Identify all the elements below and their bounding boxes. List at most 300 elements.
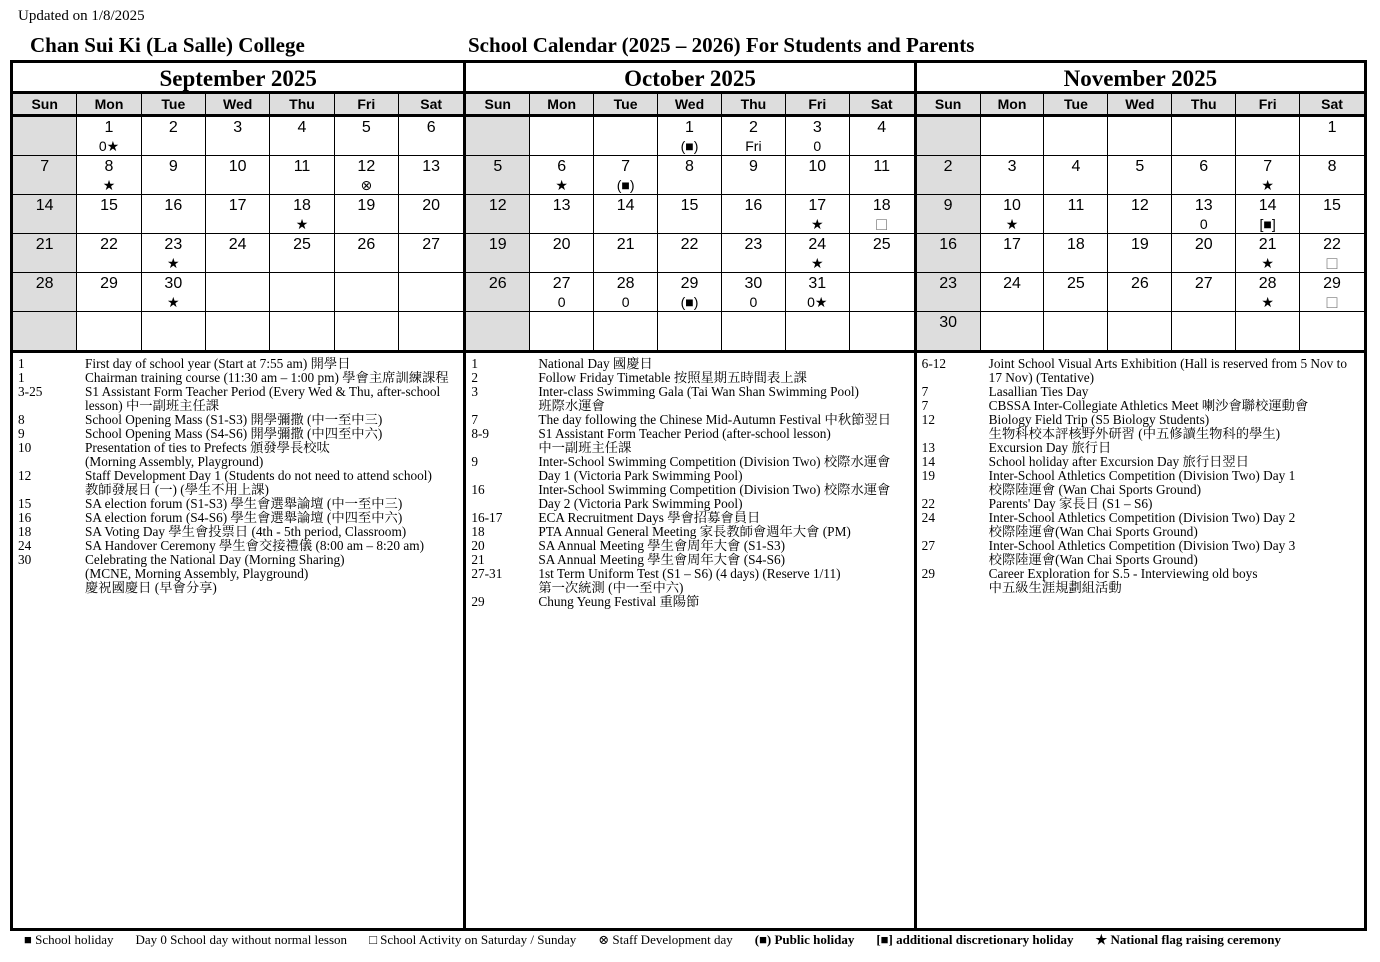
day-number: 26 [357, 236, 376, 253]
day-number: 17 [228, 197, 247, 214]
day-marker: (■) [680, 294, 699, 310]
event-date: 19 [921, 468, 935, 483]
day-number: 3 [1007, 158, 1017, 175]
day-number: 8 [685, 158, 694, 175]
day-number: 21 [616, 236, 635, 253]
day-cell [399, 195, 463, 234]
day-number: 22 [1323, 236, 1341, 253]
day-cell [335, 273, 399, 312]
day-number: 13 [552, 197, 571, 214]
weekday-label: Wed [206, 94, 270, 117]
event-item [471, 427, 909, 455]
day-cell [77, 234, 141, 273]
event-item [922, 455, 1360, 469]
day-cell [1044, 195, 1108, 234]
event-text: 1st Term Uniform Test (S1 – S6) (4 days) (Reserve 1/11) 第一次統測 (中一至中六) [538, 566, 841, 595]
event-item [922, 469, 1360, 497]
day-cell [786, 234, 850, 273]
event-text: SA Handover Ceremony 學生會交接禮儀 (8:00 am – 8:20 am) [85, 538, 425, 553]
day-marker: Fri [745, 138, 762, 154]
day-number [206, 314, 269, 332]
day-number: 5 [1135, 158, 1145, 175]
weekday-label: Thu [722, 94, 786, 117]
event-item [18, 469, 459, 497]
weekday-label: Mon [530, 94, 594, 117]
event-text: Staff Development Day 1 (Students do not need to attend school) 教師發展日 (一) (學生不用上課) [85, 468, 432, 497]
day-cell [722, 312, 786, 351]
event-date: 18 [471, 524, 485, 539]
day-cell [466, 156, 530, 195]
day-cell [594, 156, 658, 195]
day-number [530, 314, 593, 332]
day-cell [77, 156, 141, 195]
day-number: 23 [744, 236, 763, 253]
day-number: 15 [100, 197, 118, 214]
day-number [77, 314, 140, 332]
legend-item: [■] additional discretionary holiday [876, 932, 1074, 947]
day-number [1172, 314, 1235, 332]
weekday-label: Fri [786, 94, 850, 117]
day-cell [850, 117, 914, 156]
day-cell [1300, 117, 1364, 156]
day-number: 29 [1323, 275, 1341, 292]
day-number: 30 [164, 275, 183, 292]
event-text: SA Voting Day 學生會投票日 (4th - 5th period, Classroom) [85, 524, 407, 539]
weekday-label: Mon [981, 94, 1045, 117]
day-number: 11 [873, 158, 891, 175]
day-number: 29 [680, 275, 699, 292]
day-marker: □ [1326, 292, 1338, 312]
day-number [786, 314, 849, 332]
event-item [922, 511, 1360, 539]
day-cell [594, 234, 658, 273]
day-cell [270, 117, 334, 156]
day-number: 19 [488, 236, 507, 253]
day-grid [466, 117, 913, 353]
event-text: Inter-School Athletics Competition (Division Two) Day 2 校際陸運會(Wan Chai Sports Ground) [988, 510, 1296, 539]
day-number: 8 [104, 158, 114, 175]
day-cell [1172, 273, 1236, 312]
day-cell [530, 273, 594, 312]
day-marker: (■) [616, 177, 635, 193]
day-cell [77, 312, 141, 351]
day-cell [13, 117, 77, 156]
day-marker: ⊗ [360, 177, 373, 193]
event-item [471, 413, 909, 427]
weekday-label: Tue [594, 94, 658, 117]
day-marker: □ [1326, 253, 1338, 273]
day-number [13, 119, 76, 137]
day-number [1300, 314, 1364, 332]
event-item [922, 441, 1360, 455]
event-date: 1 [18, 370, 25, 385]
day-cell [1044, 117, 1108, 156]
day-marker: 0 [813, 138, 822, 154]
day-number [530, 119, 593, 137]
weekday-header [466, 94, 913, 117]
updated-date: Updated on 1/8/2025 [18, 8, 145, 24]
day-number: 5 [493, 158, 503, 175]
event-item [471, 539, 909, 553]
event-date: 30 [18, 552, 32, 567]
day-number [981, 119, 1044, 137]
day-number [270, 275, 333, 293]
event-date: 14 [921, 454, 935, 469]
day-cell [77, 117, 141, 156]
day-marker: 0 [621, 294, 630, 310]
day-cell [530, 312, 594, 351]
day-cell [850, 273, 914, 312]
event-text: Celebrating the National Day (Morning Sharing) (MCNE, Morning Assembly, Playground) 慶祝國慶日 (早會分享) [85, 552, 345, 595]
day-cell [1172, 312, 1236, 351]
event-date: 29 [921, 566, 935, 581]
event-item [471, 567, 909, 595]
day-number [850, 275, 914, 293]
weekday-label: Wed [658, 94, 722, 117]
day-marker: (■) [680, 138, 699, 154]
day-marker: ★ [1261, 294, 1274, 310]
day-cell [530, 195, 594, 234]
event-text: Lasallian Ties Day [988, 384, 1089, 399]
event-item [18, 427, 459, 441]
day-marker: [■] [1259, 216, 1276, 232]
event-date: 12 [18, 468, 32, 483]
event-item [18, 553, 459, 595]
day-marker: ★ [811, 255, 824, 271]
day-number [270, 314, 333, 332]
day-number: 7 [1263, 158, 1273, 175]
day-cell [142, 117, 206, 156]
day-marker: ★ [102, 177, 116, 193]
day-cell [594, 273, 658, 312]
month-title: October 2025 [466, 63, 913, 94]
day-marker: 0★ [807, 294, 828, 310]
day-number: 13 [1194, 197, 1213, 214]
event-text: Biology Field Trip (S5 Biology Students) 生物科校本評核野外研習 (中五修讀生物科的學生) [988, 412, 1281, 441]
day-cell [722, 234, 786, 273]
day-cell [1044, 312, 1108, 351]
day-number: 9 [748, 158, 758, 175]
event-text: Inter-School Athletics Competition (Division Two) Day 1 校際陸運會 (Wan Chai Sports Ground) [988, 468, 1296, 497]
day-number [466, 119, 529, 137]
day-cell [658, 195, 722, 234]
day-number: 28 [616, 275, 635, 292]
event-date: 27 [921, 538, 935, 553]
school-name: Chan Sui Ki (La Salle) College [30, 33, 305, 57]
event-item [471, 511, 909, 525]
day-marker: ★ [555, 177, 568, 193]
day-cell [13, 156, 77, 195]
day-cell [658, 312, 722, 351]
event-text: School Opening Mass (S4-S6) 開學彌撒 (中四至中六) [85, 426, 383, 441]
event-date: 1 [471, 356, 478, 371]
weekday-label: Sat [850, 94, 914, 117]
day-number: 6 [1199, 158, 1209, 175]
day-number: 5 [361, 119, 371, 136]
event-text: Chairman training course (11:30 am – 1:00 pm) 學會主席訓練課程 [85, 370, 449, 385]
day-cell [466, 195, 530, 234]
day-number: 19 [1130, 236, 1149, 253]
day-marker: 0 [557, 294, 566, 310]
day-cell [1236, 117, 1300, 156]
legend-item: Day 0 School day without normal lesson [135, 932, 348, 947]
event-text: SA Annual Meeting 學生會周年大會 (S1-S3) [538, 538, 786, 553]
event-item [18, 371, 459, 385]
day-number: 15 [1323, 197, 1341, 214]
event-item [18, 497, 459, 511]
event-item [471, 357, 909, 371]
day-number [335, 275, 398, 293]
event-item [18, 413, 459, 427]
day-number: 26 [1130, 275, 1149, 292]
day-number [850, 314, 914, 332]
event-text: ECA Recruitment Days 學會招募會員日 [538, 510, 761, 525]
day-cell [981, 156, 1045, 195]
day-number [206, 275, 269, 293]
day-cell [270, 195, 334, 234]
day-cell [335, 195, 399, 234]
event-item [471, 455, 909, 483]
day-number: 20 [552, 236, 571, 253]
weekday-label: Tue [1044, 94, 1108, 117]
event-item [471, 483, 909, 511]
day-cell [1236, 273, 1300, 312]
day-number: 9 [168, 158, 178, 175]
event-item [922, 385, 1360, 399]
day-cell [786, 312, 850, 351]
day-number: 10 [228, 158, 247, 175]
day-number [1108, 119, 1171, 137]
day-number: 21 [35, 236, 54, 253]
weekday-label: Thu [270, 94, 334, 117]
event-date: 6-12 [921, 356, 947, 371]
event-text: Parents' Day 家長日 (S1 – S6) [988, 496, 1153, 511]
day-cell [530, 156, 594, 195]
event-item [18, 357, 459, 371]
day-number: 28 [1258, 275, 1277, 292]
day-cell [206, 273, 270, 312]
day-cell [399, 234, 463, 273]
event-text: Follow Friday Timetable 按照星期五時間表上課 [538, 370, 807, 385]
day-cell [399, 156, 463, 195]
event-item [922, 413, 1360, 441]
weekday-label: Sat [1300, 94, 1364, 117]
event-text: CBSSA Inter-Collegiate Athletics Meet 喇沙會聯校運動會 [988, 398, 1309, 413]
month-column [914, 63, 1364, 928]
day-number: 9 [943, 197, 953, 214]
event-text: Career Exploration for S.5 - Interviewing old boys 中五級生涯規劃組活動 [988, 566, 1258, 595]
event-text: PTA Annual General Meeting 家長教師會週年大會 (PM) [538, 524, 851, 539]
event-item [471, 371, 909, 385]
day-number [466, 314, 529, 332]
day-number: 24 [228, 236, 247, 253]
day-cell [206, 156, 270, 195]
day-cell [1300, 156, 1364, 195]
day-number: 1 [1327, 119, 1337, 136]
event-text: S1 Assistant Form Teacher Period (Every Wed & Thu, after-school lesson) 中一副班主任課 [85, 384, 441, 413]
month-title: September 2025 [13, 63, 463, 94]
day-cell [77, 273, 141, 312]
day-number [13, 314, 76, 332]
month-column [463, 63, 913, 928]
day-marker: ★ [167, 294, 180, 310]
day-number: 2 [168, 119, 178, 136]
day-marker: ★ [167, 255, 180, 271]
day-cell [594, 195, 658, 234]
day-number: 27 [422, 236, 441, 253]
day-marker: 0 [1199, 216, 1208, 232]
day-number: 12 [488, 197, 507, 214]
day-number: 24 [808, 236, 827, 253]
event-text: S1 Assistant Form Teacher Period (after-school lesson) 中一副班主任課 [538, 426, 831, 455]
day-number: 30 [939, 314, 958, 331]
day-number: 29 [100, 275, 118, 292]
weekday-label: Tue [142, 94, 206, 117]
day-cell [335, 156, 399, 195]
weekday-header [917, 94, 1364, 117]
event-text: School holiday after Excursion Day 旅行日翌日 [988, 454, 1250, 469]
legend-item: ⊗ Staff Development day [598, 932, 733, 947]
day-cell [335, 117, 399, 156]
day-cell [981, 312, 1045, 351]
day-cell [335, 234, 399, 273]
day-number: 19 [357, 197, 376, 214]
event-item [18, 525, 459, 539]
day-grid [13, 117, 463, 353]
day-number: 25 [1067, 275, 1085, 292]
day-number: 23 [939, 275, 958, 292]
day-cell [530, 234, 594, 273]
event-date: 3 [471, 384, 478, 399]
day-number: 30 [744, 275, 763, 292]
event-date: 21 [471, 552, 485, 567]
day-cell [13, 195, 77, 234]
day-grid [917, 117, 1364, 353]
day-cell [594, 117, 658, 156]
legend-item: ■ School holiday [24, 932, 114, 947]
day-number: 28 [35, 275, 54, 292]
day-cell [1172, 156, 1236, 195]
event-date: 24 [18, 538, 32, 553]
day-number: 12 [1130, 197, 1149, 214]
day-number: 7 [621, 158, 631, 175]
day-number: 12 [357, 158, 376, 175]
day-cell [1044, 234, 1108, 273]
day-cell [1236, 312, 1300, 351]
month-title: November 2025 [917, 63, 1364, 94]
weekday-label: Fri [335, 94, 399, 117]
day-cell [850, 195, 914, 234]
event-date: 8-9 [471, 426, 490, 441]
day-cell [270, 273, 334, 312]
day-number: 20 [422, 197, 441, 214]
day-number: 18 [1067, 236, 1085, 253]
day-cell [786, 117, 850, 156]
events-list [917, 353, 1364, 928]
event-date: 29 [471, 594, 485, 609]
event-date: 9 [471, 454, 478, 469]
event-date: 8 [18, 412, 25, 427]
day-cell [399, 273, 463, 312]
weekday-label: Mon [77, 94, 141, 117]
event-item [922, 539, 1360, 567]
day-number: 3 [812, 119, 822, 136]
day-number: 4 [877, 119, 887, 136]
day-number: 25 [293, 236, 311, 253]
day-number [722, 314, 785, 332]
day-cell [1300, 312, 1364, 351]
weekday-label: Wed [1108, 94, 1172, 117]
weekday-label: Sat [399, 94, 463, 117]
day-marker: ★ [1261, 177, 1274, 193]
day-number: 11 [1067, 197, 1085, 214]
day-cell [13, 234, 77, 273]
day-number: 8 [1327, 158, 1337, 175]
event-date: 15 [18, 496, 32, 511]
weekday-label: Sun [13, 94, 77, 117]
day-marker: □ [876, 214, 888, 234]
event-item [471, 595, 909, 609]
event-date: 7 [921, 384, 929, 399]
day-cell [142, 312, 206, 351]
day-cell [981, 273, 1045, 312]
event-text: Inter-School Athletics Competition (Division Two) Day 3 校際陸運會(Wan Chai Sports Ground) [988, 538, 1296, 567]
day-number [399, 314, 463, 332]
event-text: Inter-School Swimming Competition (Division Two) 校際水運會 Day 1 (Victoria Park Swimming Pool) [538, 454, 891, 483]
event-text: SA election forum (S1-S3) 學生會選舉論壇 (中一至中三) [85, 496, 403, 511]
event-text: SA election forum (S4-S6) 學生會選舉論壇 (中四至中六) [85, 510, 403, 525]
event-item [18, 539, 459, 553]
event-date: 10 [18, 440, 32, 455]
legend-item: ★ National flag raising ceremony [1095, 932, 1281, 947]
day-number: 25 [872, 236, 891, 253]
day-number [981, 314, 1044, 332]
event-item [471, 385, 909, 413]
day-number: 16 [164, 197, 183, 214]
day-cell [1300, 273, 1364, 312]
day-number: 27 [1194, 275, 1213, 292]
day-cell [13, 273, 77, 312]
day-cell [1108, 195, 1172, 234]
day-cell [594, 312, 658, 351]
day-number [1236, 119, 1299, 137]
day-cell [142, 156, 206, 195]
event-item [471, 525, 909, 539]
day-marker: ★ [295, 216, 309, 232]
weekday-label: Sun [917, 94, 981, 117]
day-cell [399, 117, 463, 156]
day-number: 2 [748, 119, 758, 136]
day-cell [658, 117, 722, 156]
day-cell [850, 312, 914, 351]
event-text: Joint School Visual Arts Exhibition (Hall is reserved from 5 Nov to 17 Nov) (Tentative) [988, 356, 1347, 385]
day-number [1172, 119, 1235, 137]
day-cell [77, 195, 141, 234]
event-date: 22 [921, 496, 935, 511]
event-date: 13 [921, 440, 935, 455]
day-cell [335, 312, 399, 351]
day-cell [270, 312, 334, 351]
day-cell [917, 195, 981, 234]
day-number: 18 [872, 197, 891, 214]
day-number: 20 [1194, 236, 1213, 253]
day-number: 7 [40, 158, 50, 175]
day-cell [142, 195, 206, 234]
day-number: 27 [552, 275, 571, 292]
day-number: 26 [488, 275, 507, 292]
day-cell [1108, 273, 1172, 312]
day-cell [786, 195, 850, 234]
